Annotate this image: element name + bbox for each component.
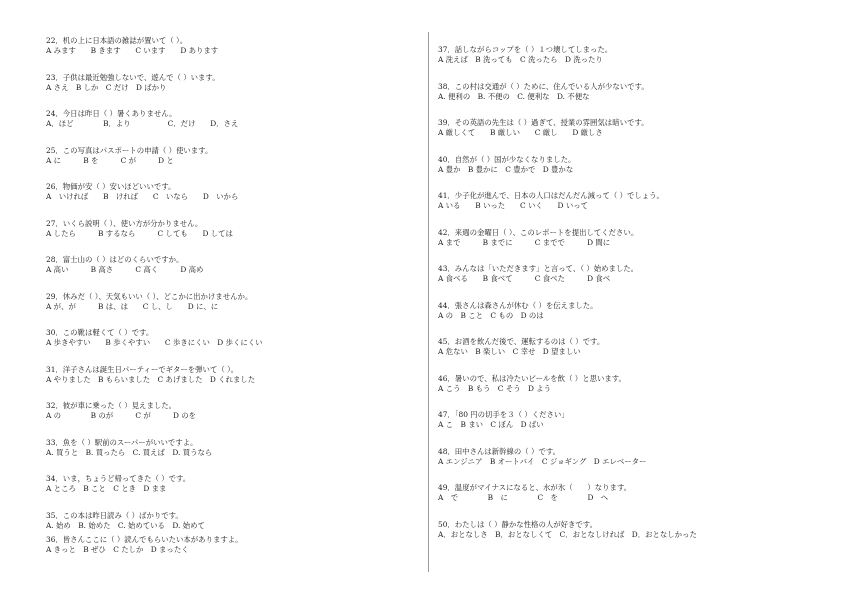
question-text: 36．皆さんここに（ ）読んでもらいたい本がありますよ。 [46,534,243,544]
question-40 [438,155,828,175]
question-options: A で B に C を D へ [438,493,609,502]
question-34 [46,474,416,494]
question-text: 41．少子化が進んで、日本の人口はだんだん減って（ ）でしょう。 [438,191,664,200]
question-49 [438,483,828,503]
question-options: A さえ B しか C だけ D ばかり [46,82,167,92]
question-options: A 高い B 高さ C 高く D 高め [46,265,204,274]
question-options: A. 始め B. 始めた C. 始めている D. 始めて [46,520,205,530]
question-options: A の B のが C が D のを [46,411,196,420]
question-options: A 食べる B 食べて C 食べた D 食べ [438,274,611,283]
question-options: A．おとなしさ B．おとなしくて C．おとなしければ D．おとなしかった [438,529,697,539]
question-text: 37．話しながらコップを（ ）１つ壊してしまった。 [438,45,613,54]
question-29 [46,292,416,312]
question-text: 33．魚を（ ）駅前のスーパーがいいですよ。 [46,437,198,447]
question-text: 43．みんなは「いただきます」と言って、（ ）始めました。 [438,264,639,273]
question-28 [46,255,416,275]
question-48 [438,447,828,467]
question-47 [438,410,828,430]
question-30 [46,328,416,348]
question-options: A こう B もう C そう D よう [438,383,552,393]
question-options: A みます B きます C います D あります [46,46,219,55]
question-options: A エンジニア B オートバイ C ジョギング D エレベーター [438,456,647,466]
question-options: A に B を C が D と [46,155,174,165]
question-options: A ところ B こと C とき D まま [46,484,167,493]
question-text: 32．彼が車に乗った（ ）見えました。 [46,401,177,410]
question-text: 49．温度がマイナスになると、水が氷（ ）なります。 [438,483,632,492]
question-text: 34．いま，ちょうど帰ってきた（ ）です。 [46,474,191,483]
question-options: A まで B までに C までで D 間に [438,237,611,247]
question-options: A 洗えば B 洗っても C 洗ったら D 洗ったり [438,55,603,64]
question-options: A したら B するなら C しても D しては [46,228,233,238]
question-options: A の B こと C もの D のは [438,310,544,320]
question-50 [438,520,828,540]
question-24 [46,109,416,129]
question-43 [438,264,828,284]
question-options: A 危ない B 楽しい C 幸せ D 望ましい [438,347,581,356]
question-options: A. 買うと B. 買ったら C. 買えば D. 買うなら [46,447,213,457]
question-26 [46,182,416,202]
question-text: 30．この靴は軽くて（ ）です。 [46,328,154,337]
question-options: A 歩きやすい B 歩くやすい C 歩きにくい D 歩くにくい [46,338,263,347]
question-text: 23．子供は最近勉強しないで、遊んで（ ）います。 [46,72,220,82]
question-text: 25．この写真はパスポートの申請（ ）使います。 [46,145,213,155]
question-options: A が、が B は、は C し、し D に、に [46,301,219,311]
question-text: 22．机の上に日本語の雑誌が置いて（ ）。 [46,36,188,45]
question-text: 42．来週の金曜日（ ）、このレポートを提出してください。 [438,227,639,237]
left-question-column [46,36,416,555]
question-31 [46,365,416,385]
question-text: 40．自然が（ ）国が少なくなりました。 [438,154,576,164]
question-options: A きっと B ぜひ C たしか D まったく [46,544,189,554]
question-36 [46,535,416,555]
question-33 [46,438,416,458]
question-text: 39．その英語の先生は（ ）過ぎて、授業の雰囲気は暗いです。 [438,118,649,127]
question-text: 48．田中さんは新幹線の（ ）です。 [438,446,561,456]
question-44 [438,301,828,321]
right-question-column [438,45,828,540]
question-25 [46,146,416,166]
question-options: A いければ B ければ C いなら D いから [46,192,239,201]
question-35 [46,511,416,531]
question-text: 29．休みだ（ ）、天気もいい（ ）、どこかに出かけませんか。 [46,291,253,301]
question-options: A こ B まい C ぼん D ばい [438,420,544,429]
question-41 [438,191,828,211]
question-options: A．ほど B．より C．だけ D．さえ [46,119,239,128]
question-text: 44．張さんは森さんが休む（ ）を伝えました。 [438,300,598,310]
question-46 [438,374,828,394]
question-32 [46,401,416,421]
question-42 [438,228,828,248]
question-23 [46,73,416,93]
question-options: A 厳しくて B 厳しい C 厳し D 厳しさ [438,128,603,137]
question-options: A. 便利の B. 不便の C. 便利な D. 不便な [438,91,590,101]
question-text: 24．今日は昨日（ ）暑くありません。 [46,109,177,118]
question-text: 28．富士山の（ ）はどのくらいですか。 [46,255,184,264]
question-45 [438,337,828,357]
question-39 [438,118,828,138]
question-text: 50．わたしは（ ）静かな性格の人が好きです。 [438,519,597,529]
question-options: A 豊か B 豊かに C 豊かで D 豊かな [438,164,574,174]
question-text: 46．暑いので、私は冷たいビールを飲（ ）と思います。 [438,373,626,383]
question-27 [46,219,416,239]
question-text: 45．お酒を飲んだ後で、運転するのは（ ）です。 [438,337,605,346]
column-divider [428,32,429,572]
question-text: 38．この村は交通が（ ）ために、住んでいる人が少ないです。 [438,81,649,91]
question-text: 47．「80 円の切手を３（ ）ください」 [438,410,569,419]
question-text: 31．洋子さんは誕生日パーティーでギターを弾いて（ ）。 [46,364,239,374]
question-38 [438,82,828,102]
question-options: A いる B いった C いく D いって [438,201,588,210]
question-37 [438,45,828,65]
question-text: 26．物価が安（ ）安いほどいいです。 [46,182,176,191]
question-text: 35．この本は昨日読み（ ）ばかりです。 [46,510,183,520]
question-text: 27．いくら説明（ ）、使い方が分かりません。 [46,218,203,228]
question-options: A やりました B もらいました C あげました D くれました [46,374,256,384]
question-22 [46,36,416,56]
